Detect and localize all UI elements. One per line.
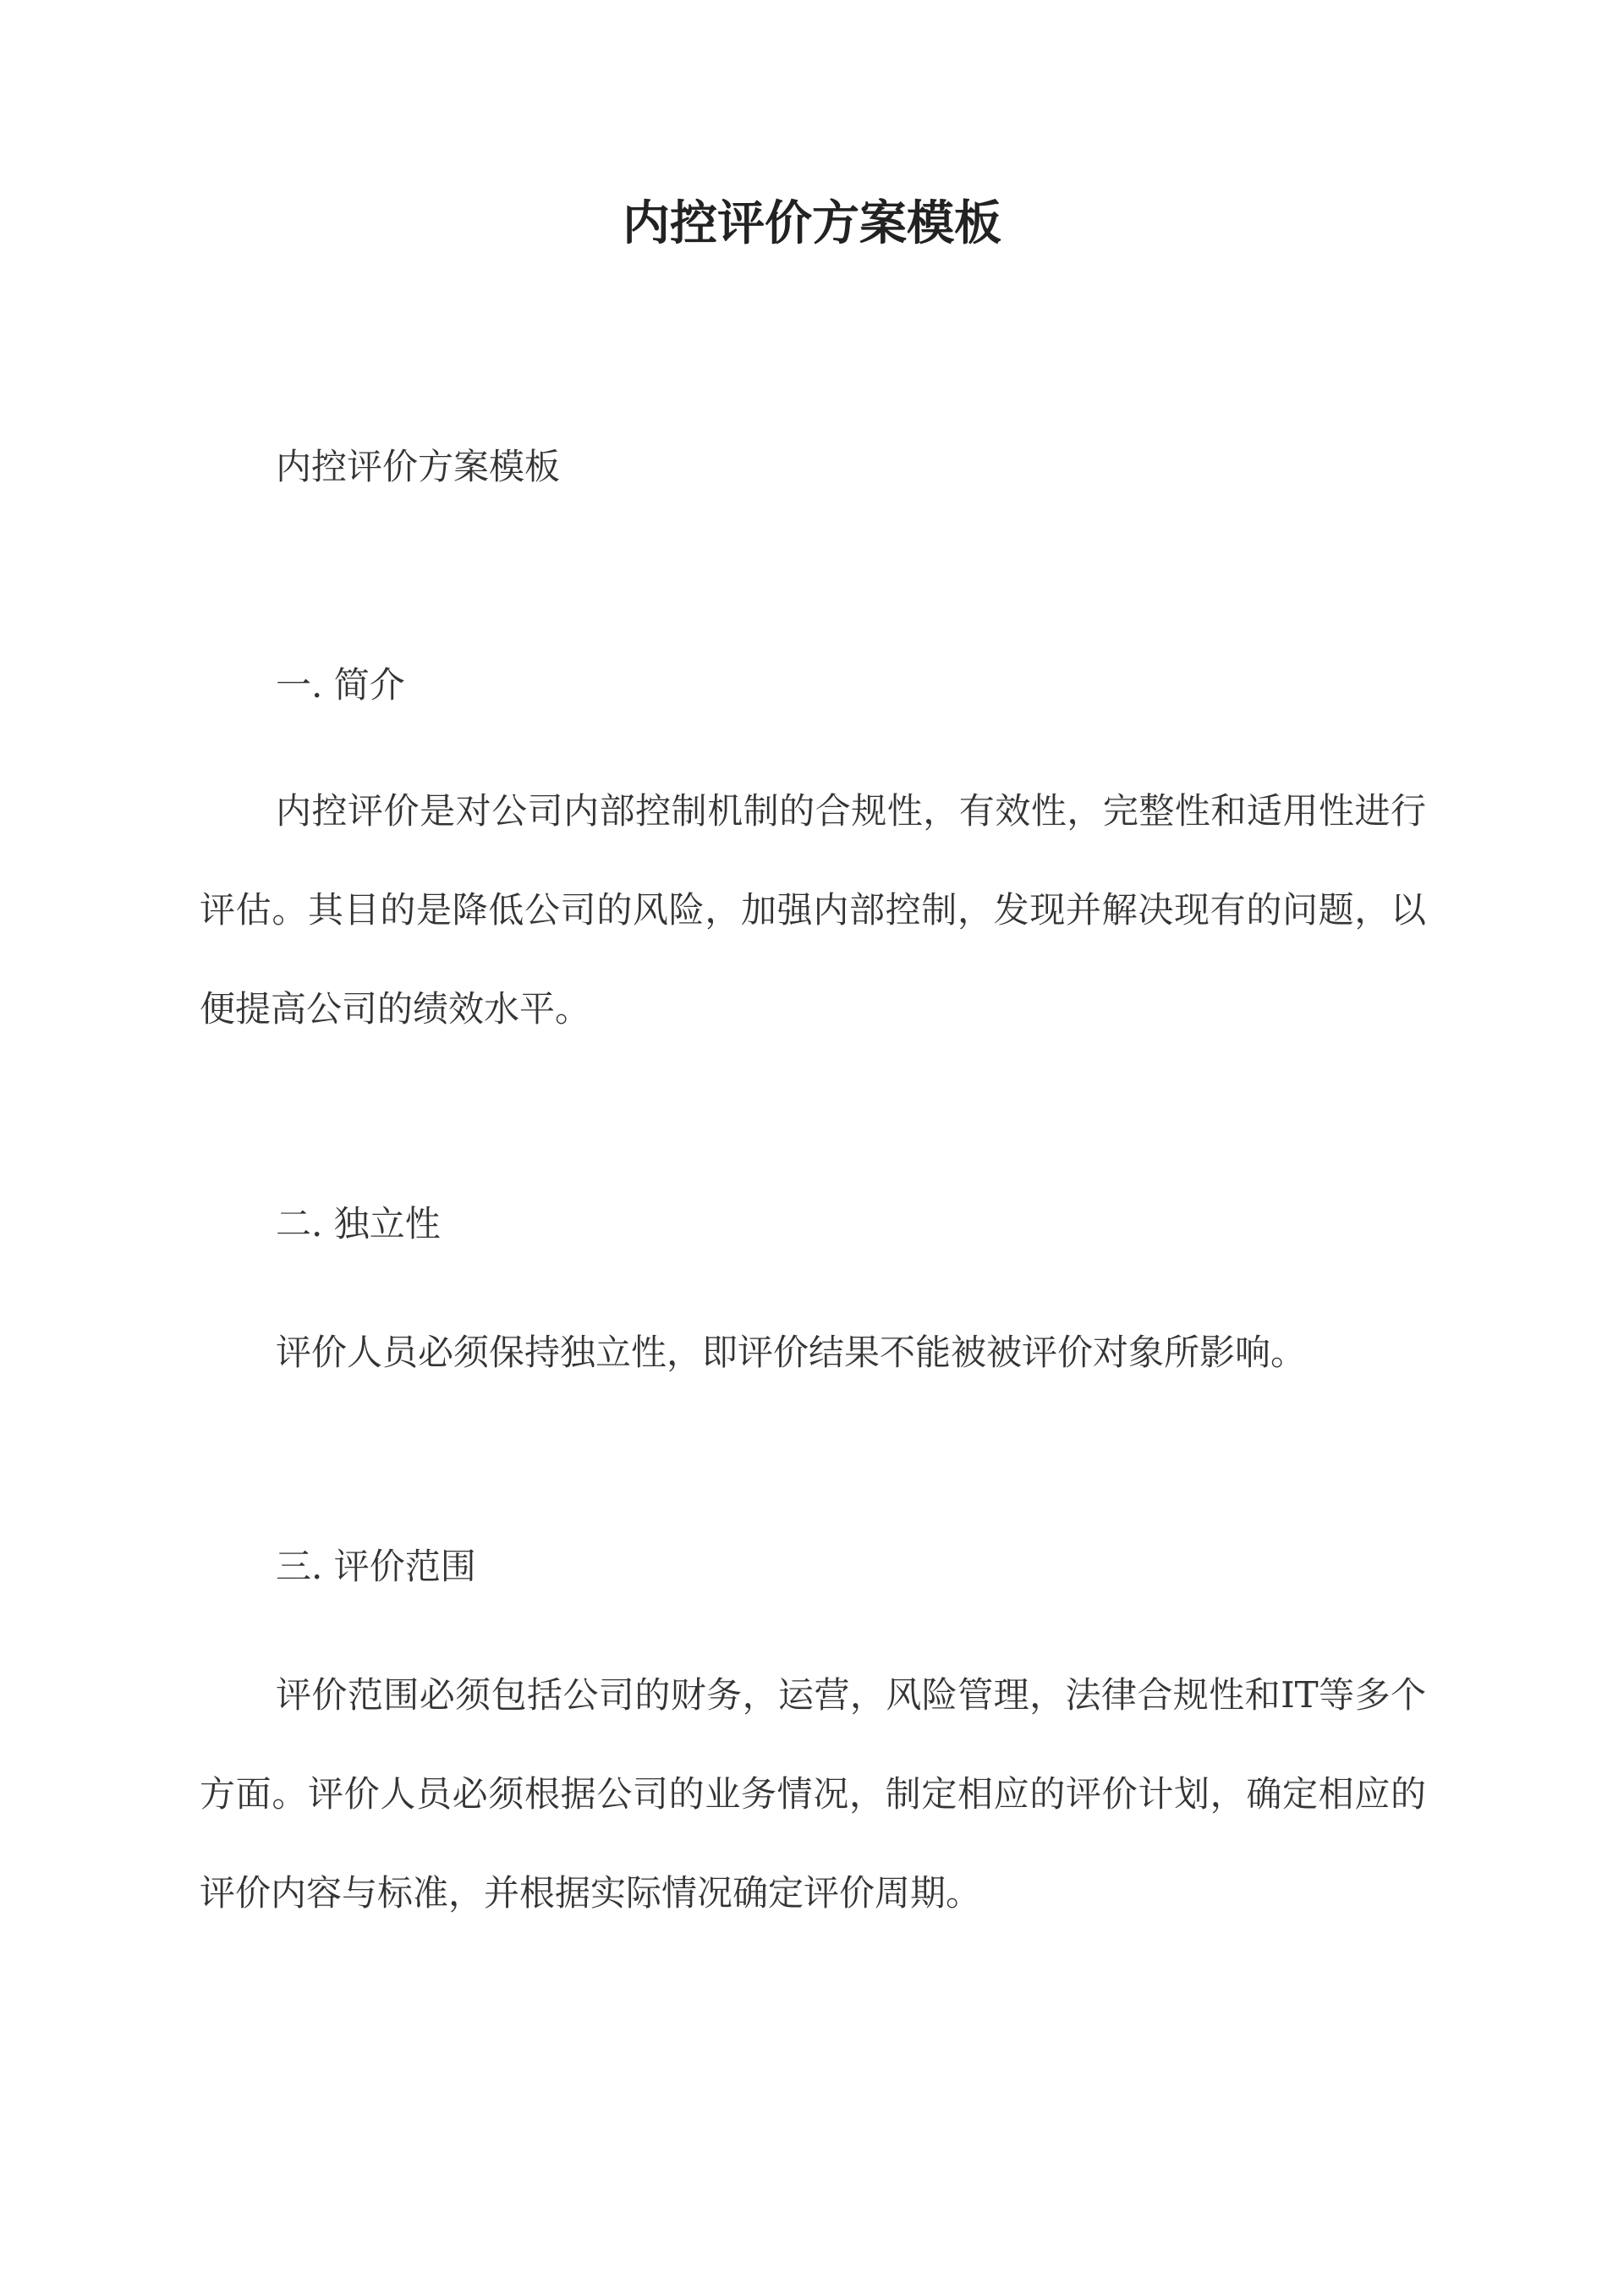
section-heading-independence: 二. 独立性 <box>276 1203 441 1244</box>
section-heading-intro: 一. 简介 <box>276 664 405 706</box>
section-paragraph-scope: 评价范围必须包括公司的财务，运营，风险管理，法律合规性和IT等多个方面。评价人员必须根据公司的业务情况，制定相应的评价计划，确定相应的评价内容与标准，并根据实际情况确定评价周期。 <box>200 1674 1426 1914</box>
section-paragraph-independence: 评价人员必须保持独立性，即评价结果不能被被评价对象所影响。 <box>276 1332 1307 1373</box>
section-paragraph-intro: 内控评价是对公司内部控制机制的合规性，有效性，完整性和适用性进行评估。其目的是降低公司的风险，加强内部控制，发现并解决现有的问题，以便提高公司的绩效水平。 <box>200 790 1426 1030</box>
document-title: 内控评价方案模板 <box>623 195 1001 251</box>
document-subtitle: 内控评价方案模板 <box>276 446 561 487</box>
section-heading-scope: 三. 评价范围 <box>276 1546 476 1587</box>
